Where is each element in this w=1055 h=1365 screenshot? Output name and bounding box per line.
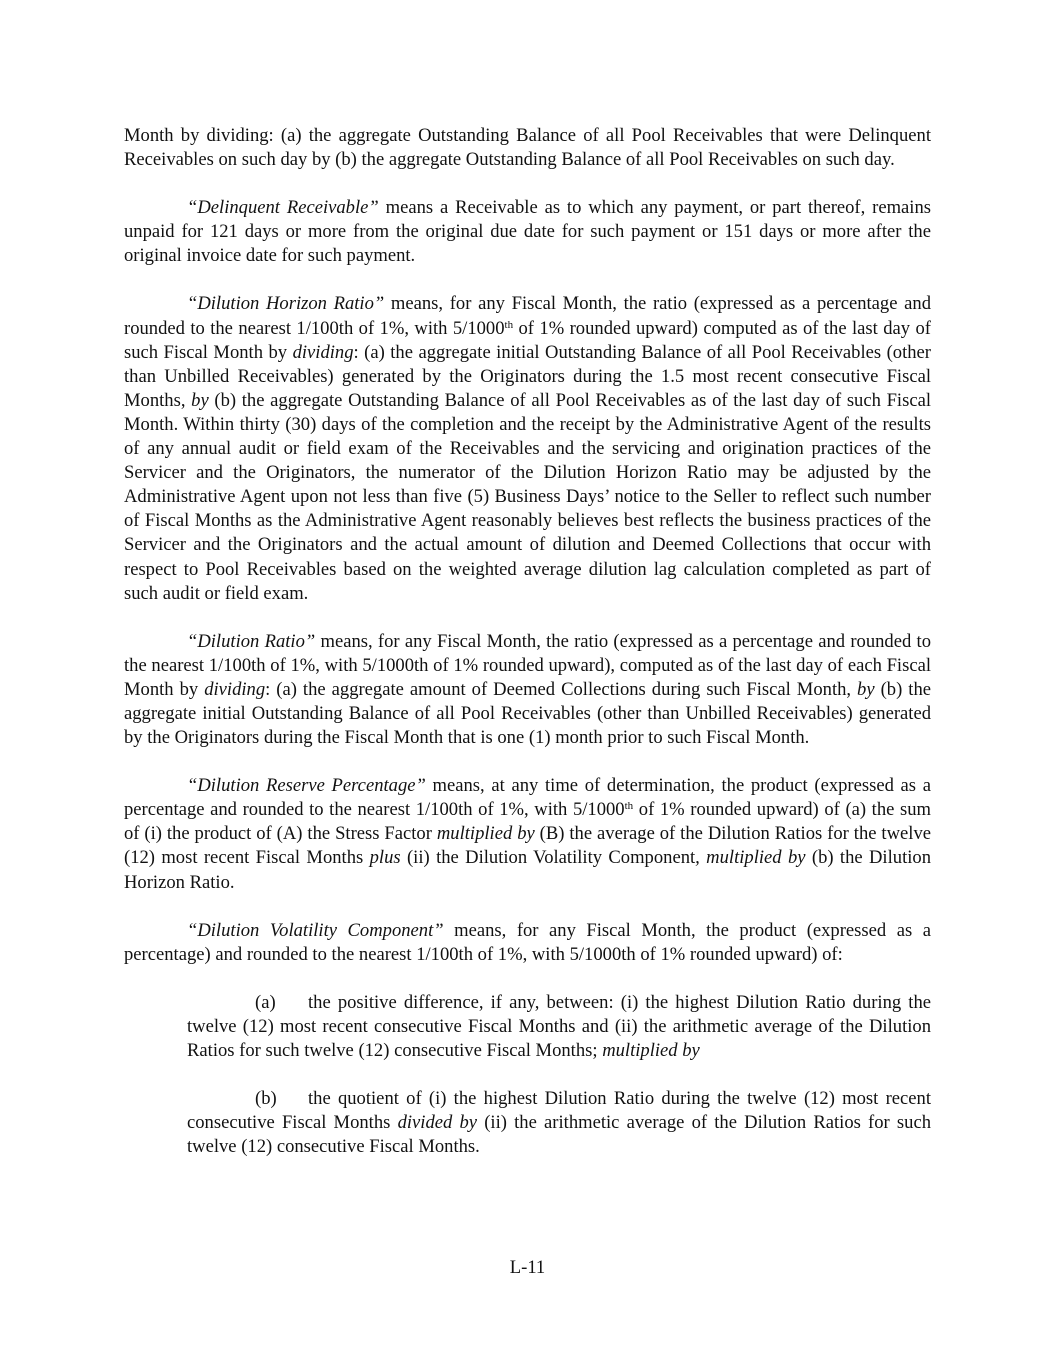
definition-dilution-reserve-percentage: “Dilution Reserve Percentage” means, at any time of determination, the product (expressed as a percentage and rounded to the nearest 1/100th of 1%, with 5/1000th of 1% rounded upward) of (a) the sum of (i) the product of (A) the Stress Factor multiplied by (B) the average of the Dilution Ratios for the twelve (12) most recent Fiscal Months plus (ii) the Dilution Volatility Component, multiplied by (b) the Dilution Horizon Ratio. (124, 775, 932, 893)
clause-number: (b) (255, 1088, 277, 1110)
definition-dilution-ratio: “Dilution Ratio” means, for any Fiscal Month, the ratio (expressed as a percentage and rounded to the nearest 1/100th of 1%, with 5/1000th of 1% rounded upward), computed as of the last day of each Fiscal Month by dividing: (a) the aggregate amount of Deemed Collections during such Fiscal Month, by (b) the aggregate initial Outstanding Balance of all Pool Receivables (other than Unbilled Receivables) generated by the Originators during the Fiscal Month that is one (1) month prior to such Fiscal Month. (124, 630, 931, 749)
page-number: L-11 (509, 1257, 546, 1278)
defined-term: “Dilution Ratio” (187, 630, 316, 652)
clause-number: (a) (255, 991, 276, 1013)
defined-term: “Dilution Horizon Ratio” (187, 293, 385, 315)
continued-paragraph: Month by dividing: (a) the aggregate Outstanding Balance of all Pool Receivables that were Delinquent Receivables on such day by (b) the aggregate Outstanding Balance of all Pool Receivables on such day. (124, 125, 931, 171)
defined-term: “Delinquent Receivable” (187, 197, 379, 219)
document-page (124, 124, 931, 1159)
definition-delinquent-receivable: “Delinquent Receivable” means a Receivable as to which any payment, or part thereof, remains unpaid for 121 days or more from the original due date for such payment or 151 days or more after the original invoice date for such payment. (124, 197, 932, 267)
defined-term: “Dilution Reserve Percentage” (187, 775, 426, 797)
definition-dilution-horizon-ratio: “Dilution Horizon Ratio” means, for any Fiscal Month, the ratio (expressed as a percentage and rounded to the nearest 1/100th of 1%, with 5/1000th of 1% rounded upward) computed as of the last day of such Fiscal Month by dividing: (a) the aggregate initial Outstanding Balance of all Pool Receivables (other than Unbilled Receivables) generated by the Originators during the 1.5 most recent consecutive Fiscal Months, by (b) the aggregate Outstanding Balance of all Pool Receivables as of the last day of such Fiscal Month. Within thirty (30) days of the completion and the receipt by the Administrative Agent of the results of any annual audit or field exam of the Receivables and the servicing and origination practices of the Servicer and the Originators, the numerator of the Dilution Horizon Ratio may be adjusted by the Administrative Agent upon not less than five (5) Business Days’ notice to the Seller to reflect such number of Fiscal Months as the Administrative Agent reasonably believes best reflects the business practices of the Servicer and the Originators and the actual amount of dilution and Deemed Collections that occur with respect to Pool Receivables based on the weighted average dilution lag calculation completed as part of such audit or field exam. (124, 293, 931, 604)
clause-a: (a) the positive difference, if any, between: (i) the highest Dilution Ratio during the twelve (12) most recent consecutive Fiscal Months and (ii) the arithmetic average of the Dilution Ratios for such twelve (12) consecutive Fiscal Months; multiplied by (187, 991, 931, 1061)
clause-b: (b) the quotient of (i) the highest Dilution Ratio during the twelve (12) most recent consecutive Fiscal Months divided by (ii) the arithmetic average of the Dilution Ratios for such twelve (12) consecutive Fiscal Months. (187, 1088, 931, 1158)
defined-term: “Dilution Volatility Component” (187, 919, 444, 941)
definition-dilution-volatility-component: “Dilution Volatility Component” means, for any Fiscal Month, the product (expressed as a percentage) and rounded to the nearest 1/100th of 1%, with 5/1000th of 1% rounded upward) of: (124, 919, 931, 965)
